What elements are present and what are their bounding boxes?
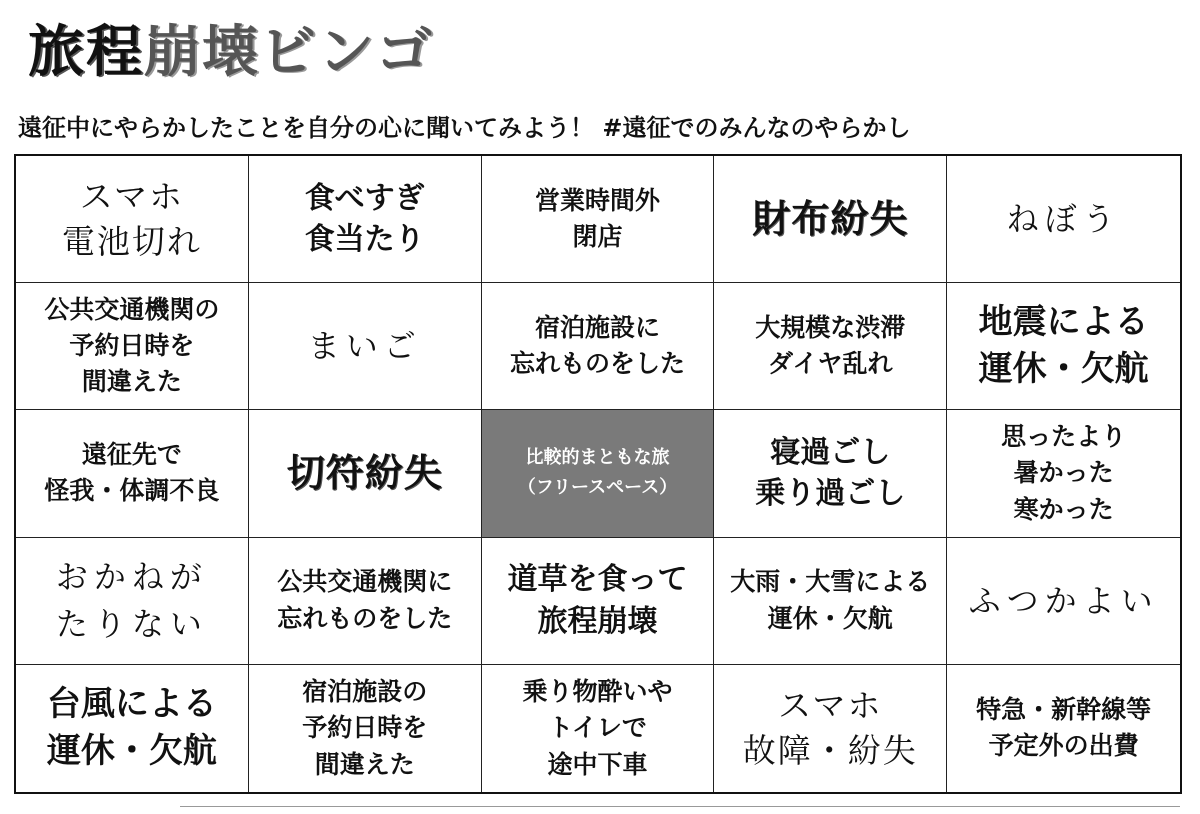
bingo-cell-label: 乗り物酔いや トイレで 途中下車 xyxy=(522,677,673,779)
bingo-cell xyxy=(482,156,715,283)
bingo-cell xyxy=(947,283,1180,410)
bingo-cell-label: ふつかよい xyxy=(968,581,1159,620)
page-title xyxy=(28,18,434,88)
bingo-cell-label: 切符紛失 xyxy=(286,450,443,495)
bingo-cell-label: 寝過ごし 乗り過ごし xyxy=(755,435,906,512)
bingo-cell-label: スマホ 故障・紛失 xyxy=(742,685,918,771)
bingo-cell-label: 宿泊施設の 予約日時を 間違えた xyxy=(302,677,428,779)
page-title-part1: 旅程 xyxy=(28,20,144,85)
bingo-cell-label: 大規模な渋滞 ダイヤ乱れ xyxy=(755,313,906,379)
bingo-cell xyxy=(714,156,947,283)
bingo-cell xyxy=(249,665,482,792)
bingo-cell-label: 特急・新幹線等 予定外の出費 xyxy=(976,695,1152,761)
bottom-divider xyxy=(180,806,1180,807)
bingo-cell-label: 地震による 運休・欠航 xyxy=(978,302,1149,390)
bingo-cell-label: 公共交通機関に 忘れものをした xyxy=(277,567,453,633)
bingo-cell xyxy=(482,538,715,665)
bingo-cell-label: 公共交通機関の 予約日時を 間違えた xyxy=(44,294,220,397)
bingo-cell-label: まいご xyxy=(307,327,422,366)
bingo-cell-label: 宿泊施設に 忘れものをした xyxy=(509,313,685,379)
bingo-cell xyxy=(16,156,249,283)
bingo-cell xyxy=(249,156,482,283)
page-title-part2: 崩壊ビンゴ xyxy=(144,20,434,85)
bingo-cell-label: 営業時間外 閉店 xyxy=(534,185,660,252)
bingo-cell-label: 道草を食って 旅程崩壊 xyxy=(507,562,688,639)
bingo-cell xyxy=(249,283,482,410)
bingo-cell xyxy=(249,410,482,537)
bingo-free-space-label: 比較的まともな旅 （フリースペース） xyxy=(517,446,678,499)
bingo-cell xyxy=(16,538,249,665)
bingo-cell-label: 大雨・大雪による 運休・欠航 xyxy=(730,567,931,633)
bingo-cell xyxy=(947,156,1180,283)
bingo-cell xyxy=(16,283,249,410)
bingo-cell xyxy=(714,410,947,537)
bingo-cell xyxy=(16,665,249,792)
bingo-cell xyxy=(714,283,947,410)
bingo-cell xyxy=(714,665,947,792)
bingo-cell-label: ねぼう xyxy=(1006,199,1121,238)
bingo-cell-label: 食べすぎ 食当たり xyxy=(304,180,425,258)
bingo-cell xyxy=(947,538,1180,665)
page-subtitle: 遠征中にやらかしたことを自分の心に聞いてみよう！ #遠征でのみんなのやらかし xyxy=(18,114,911,142)
bingo-cell-label: 遠征先で 怪我・体調不良 xyxy=(44,440,220,506)
bingo-cell-label: おかねが たりない xyxy=(55,558,208,643)
bingo-cell xyxy=(947,410,1180,537)
bingo-free-space xyxy=(482,410,715,537)
bingo-grid xyxy=(14,154,1182,794)
bingo-cell xyxy=(482,665,715,792)
bingo-cell xyxy=(16,410,249,537)
bingo-cell-label: 財布紛失 xyxy=(752,196,909,241)
bingo-cell xyxy=(947,665,1180,792)
bingo-cell-label: スマホ 電池切れ xyxy=(61,176,202,262)
bingo-cell-label: 台風による 運休・欠航 xyxy=(46,684,217,772)
bingo-cell xyxy=(482,283,715,410)
bingo-cell xyxy=(249,538,482,665)
bingo-cell xyxy=(714,538,947,665)
bingo-cell-label: 思ったより 暑かった 寒かった xyxy=(1001,422,1127,524)
